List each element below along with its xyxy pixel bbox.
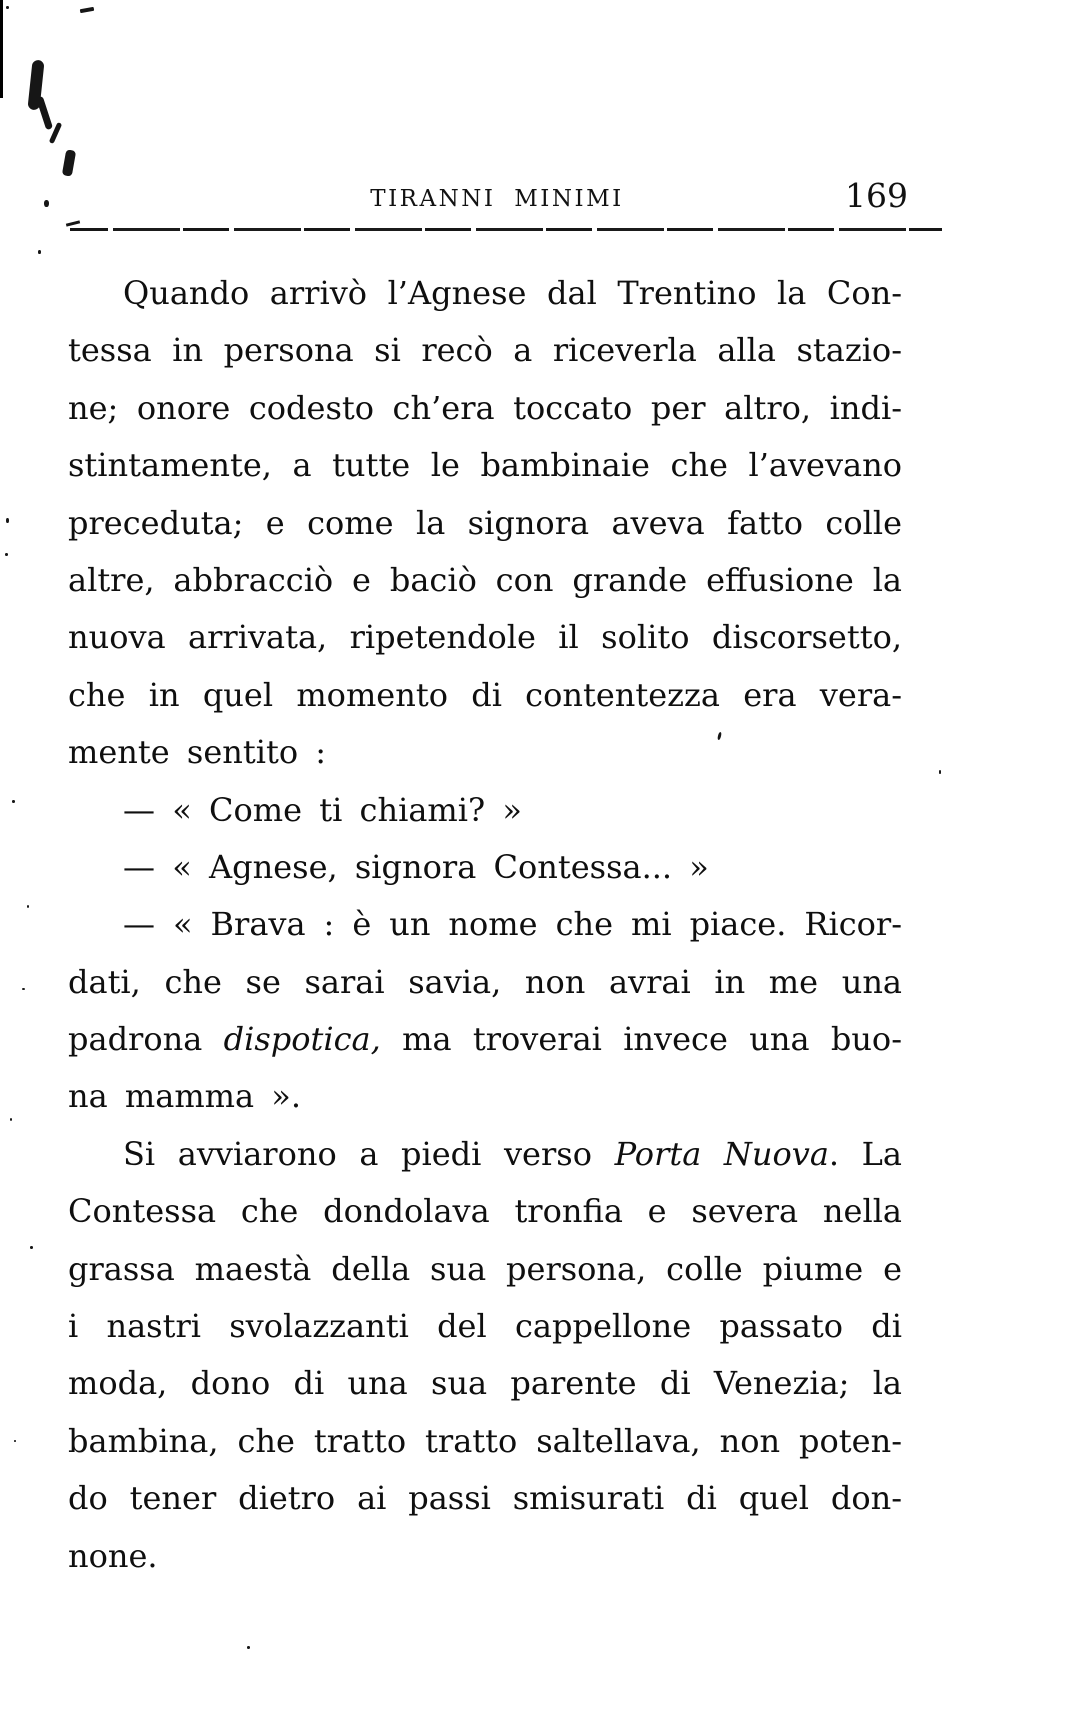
ink-speckle (6, 518, 9, 523)
page-number: 169 (845, 176, 908, 215)
text-line: i nastri svolazzanti del cappellone passato di (68, 1307, 902, 1346)
ink-speckle (80, 7, 94, 13)
text-line: bambina, che tratto tratto saltellava, non poten- (68, 1421, 902, 1460)
text-line: che in quel momento di contentezza era vera- (68, 675, 902, 714)
text-line: altre, abbracciò e baciò con grande effusione la (68, 560, 902, 599)
ink-speckle (22, 988, 25, 990)
text-line: mente sentito : (68, 733, 327, 772)
ink-smudge (36, 96, 53, 130)
text-line: preceduta; e come la signora aveva fatto colle (68, 503, 902, 542)
text-line: moda, dono di una sua parente di Venezia; la (68, 1364, 902, 1403)
text-line: — « Brava : è un nome che mi piace. Ricor- (123, 905, 902, 944)
ink-speckle (27, 905, 29, 908)
text-line: na mamma ». (68, 1077, 302, 1116)
scan-edge-artifact (0, 0, 3, 98)
ink-speckle (247, 1646, 250, 1649)
body-text (68, 265, 902, 1585)
text-line: tessa in persona si recò a riceverla alla stazio- (68, 331, 902, 370)
ink-speckle (6, 6, 9, 9)
text-line: nuova arrivata, ripetendole il solito discorsetto, (68, 618, 902, 657)
running-title: TIRANNI MINIMI (370, 186, 624, 212)
ink-speckle (10, 1118, 12, 1121)
text-line: do tener dietro ai passi smisurati di quel don- (68, 1479, 902, 1518)
ink-smudge (62, 149, 76, 176)
text-line: padrona dispotica, ma troverai invece una buo- (68, 1020, 903, 1059)
ink-speckle (44, 200, 49, 207)
header-rule (70, 228, 942, 231)
text-line: — « Come ti chiami? » (123, 790, 522, 829)
ink-speckle (12, 800, 15, 803)
ink-speckle (14, 1440, 16, 1442)
ink-speckle (939, 770, 941, 774)
ink-speckle (30, 1246, 33, 1249)
text-line: — « Agnese, signora Contessa... » (123, 847, 709, 886)
text-line: ne; onore codesto ch’era toccato per altro, indi- (68, 388, 902, 427)
text-line: Contessa che dondolava tronfia e severa nella (68, 1192, 902, 1231)
text-line: dati, che se sarai savia, non avrai in me una (68, 962, 902, 1001)
text-line: stintamente, a tutte le bambinaie che l’avevano (68, 446, 902, 485)
ink-speckle (5, 553, 8, 556)
text-line: grassa maestà della sua persona, colle piume e (68, 1249, 902, 1288)
text-line: none. (68, 1536, 158, 1575)
text-line: Si avviarono a piedi verso Porta Nuova. La (123, 1134, 903, 1173)
ink-speckle (38, 250, 41, 254)
text-line: Quando arrivò l’Agnese dal Trentino la Con- (123, 274, 902, 312)
